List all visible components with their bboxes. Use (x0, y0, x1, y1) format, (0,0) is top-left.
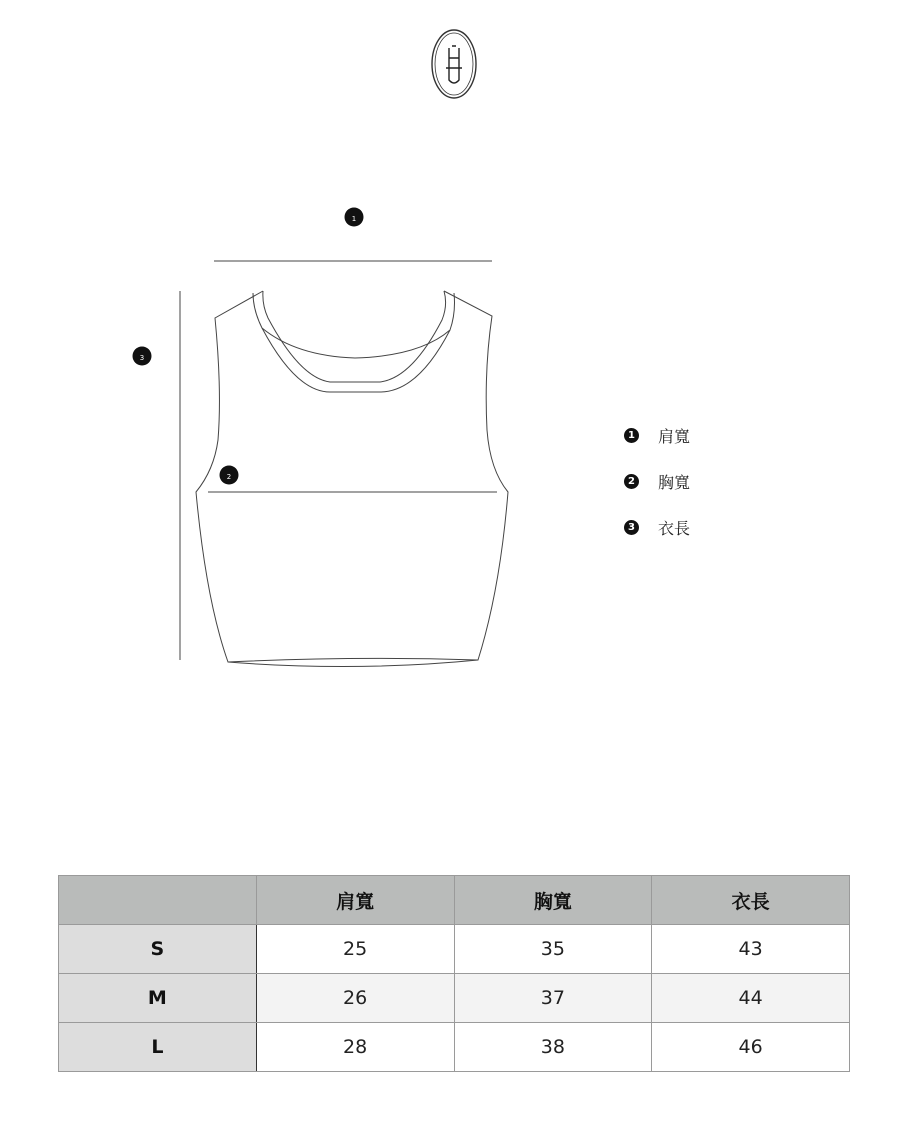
marker-2 (220, 466, 239, 485)
legend-label: 胸寬 (658, 472, 691, 492)
size-label: S (59, 925, 257, 974)
crop-top-outline (196, 291, 508, 667)
legend-item-chest (624, 458, 690, 504)
table-cell: 26 (256, 974, 454, 1023)
legend-item-shoulder (624, 412, 690, 458)
legend-label: 衣長 (658, 518, 691, 538)
column-header-shoulder: 肩寬 (256, 876, 454, 925)
table-corner-cell (59, 876, 257, 925)
table-cell: 28 (256, 1023, 454, 1072)
size-label: L (59, 1023, 257, 1072)
column-header-length: 衣長 (652, 876, 850, 925)
legend-number: 1 (624, 428, 639, 443)
size-chart-table (58, 875, 850, 1072)
table-cell: 44 (652, 974, 850, 1023)
marker-3 (133, 347, 152, 366)
marker-2-label: 2 (226, 473, 232, 481)
measurement-legend (624, 412, 690, 550)
table-cell: 43 (652, 925, 850, 974)
legend-item-length (624, 504, 690, 550)
table-header-row (59, 876, 850, 925)
marker-1-label: 1 (351, 215, 357, 223)
column-header-chest: 胸寬 (454, 876, 652, 925)
table-cell: 25 (256, 925, 454, 974)
table-cell: 35 (454, 925, 652, 974)
table-cell: 46 (652, 1023, 850, 1072)
table-row (59, 974, 850, 1023)
marker-1 (345, 208, 364, 227)
legend-number: 2 (624, 474, 639, 489)
table-row (59, 1023, 850, 1072)
table-cell: 37 (454, 974, 652, 1023)
size-label: M (59, 974, 257, 1023)
marker-3-label: 3 (139, 354, 145, 362)
table-row (59, 925, 850, 974)
legend-number: 3 (624, 520, 639, 535)
table-cell: 38 (454, 1023, 652, 1072)
legend-label: 肩寬 (658, 426, 691, 446)
